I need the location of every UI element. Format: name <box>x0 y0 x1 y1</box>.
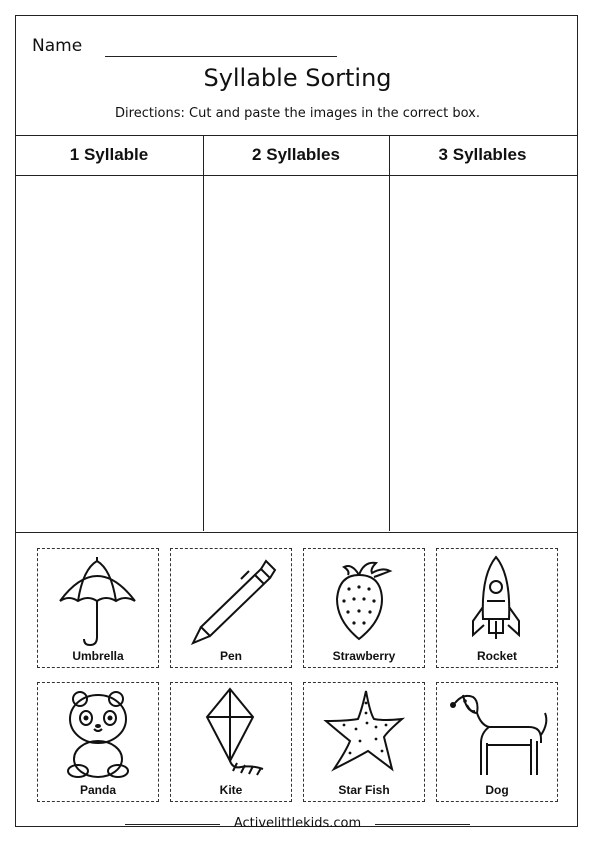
card-pen[interactable] <box>170 548 292 668</box>
column-header-3-syllables: 3 Syllables <box>438 145 527 164</box>
card-label: Panda <box>79 783 116 797</box>
page-title: Syllable Sorting <box>203 64 392 92</box>
column-header-row <box>15 136 578 176</box>
panda-icon <box>38 683 157 783</box>
dog-icon <box>437 683 556 783</box>
card-label: Dog <box>485 783 509 797</box>
card-label: Kite <box>219 783 243 797</box>
card-strawberry[interactable] <box>303 548 425 668</box>
card-umbrella[interactable] <box>37 548 159 668</box>
kite-icon <box>171 683 290 783</box>
drop-zone-3-syllables[interactable] <box>390 176 576 531</box>
card-kite[interactable] <box>170 682 292 802</box>
card-rocket[interactable] <box>436 548 558 668</box>
card-starfish[interactable] <box>303 682 425 802</box>
strawberry-icon <box>304 549 423 649</box>
footer-site-link[interactable]: Activelittlekids.com <box>233 816 362 831</box>
drop-zone-1-syllable[interactable] <box>15 176 203 531</box>
card-label: Umbrella <box>72 649 124 663</box>
sorting-table <box>15 135 578 533</box>
drop-zone-2-syllables[interactable] <box>204 176 389 531</box>
name-label: Name <box>32 36 83 56</box>
rocket-icon <box>437 549 556 649</box>
directions-text: Directions: Cut and paste the images in the correct box. <box>115 106 480 121</box>
column-header-2-syllables: 2 Syllables <box>252 145 340 164</box>
card-dog[interactable] <box>436 682 558 802</box>
pen-icon <box>171 549 290 649</box>
starfish-icon <box>304 683 423 783</box>
footer <box>0 810 595 838</box>
umbrella-icon <box>38 549 157 649</box>
column-header-1-syllable: 1 Syllable <box>69 145 149 164</box>
card-label: Rocket <box>476 649 517 663</box>
name-field-line[interactable] <box>105 56 337 57</box>
card-panda[interactable] <box>37 682 159 802</box>
card-label: Strawberry <box>332 649 396 663</box>
card-label: Star Fish <box>338 783 390 797</box>
card-label: Pen <box>219 649 242 663</box>
